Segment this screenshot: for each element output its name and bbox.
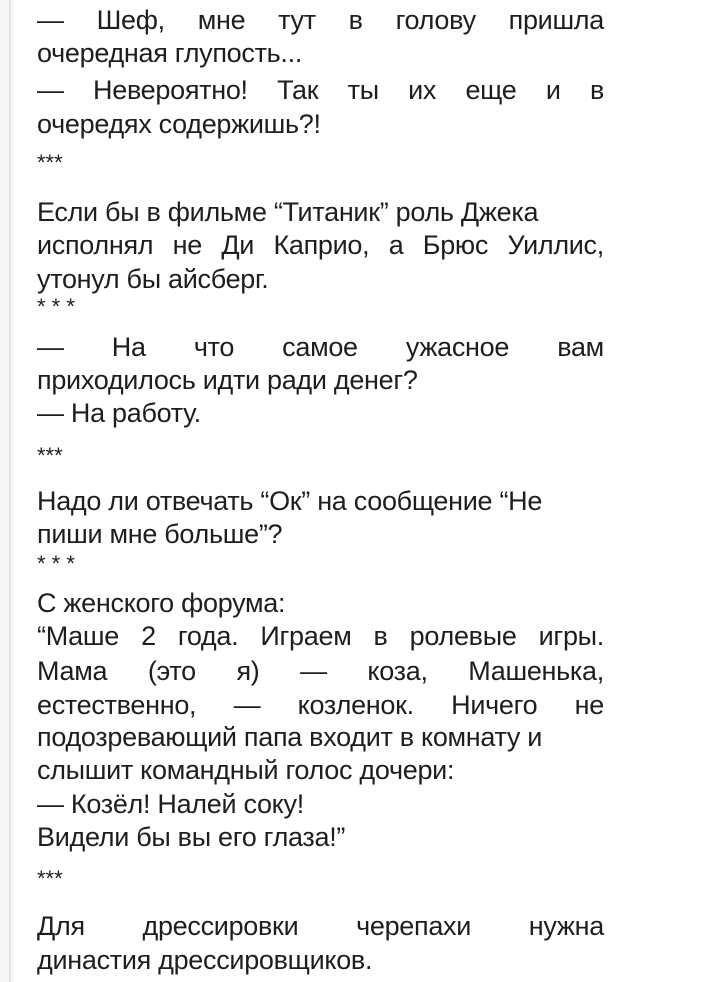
word: Машенька, [468, 656, 604, 686]
word: игры. [538, 621, 604, 651]
word: пришла [508, 5, 604, 35]
word: ужасное [405, 332, 510, 362]
text-line: слышит командный голос дочери: [37, 755, 455, 785]
word: в [589, 75, 604, 105]
word: вам [557, 332, 604, 362]
word: (это [147, 656, 196, 686]
word: их [408, 75, 437, 105]
word: козленок. [297, 690, 414, 720]
word: — [37, 332, 64, 362]
word: естественно, [37, 690, 197, 720]
text-line: Видели бы вы его глаза!” [37, 822, 346, 852]
word: ты [347, 75, 379, 105]
text-line: династия дрессировщиков. [37, 945, 373, 975]
separator-stars: * * * [37, 551, 75, 576]
word: 2 [141, 621, 156, 651]
separator-stars: *** [37, 866, 63, 891]
text-line: утонул бы айсберг. [37, 264, 269, 294]
word: нужна [528, 911, 604, 941]
word: голову [395, 5, 476, 35]
word: не [574, 690, 604, 720]
word: в [373, 621, 388, 651]
text-line [37, 689, 604, 721]
text-line: очередная глупость... [37, 38, 303, 68]
word: — [233, 690, 261, 720]
text-line: — На работу. [37, 398, 201, 428]
text-line: — Козёл! Налей соку! [37, 789, 304, 819]
text-line: Надо ли отвечать “Ок” на сообщение “Не [37, 486, 543, 516]
word: Шеф, [96, 5, 165, 35]
word: исполнял [37, 230, 154, 260]
word: самое [282, 332, 358, 362]
word: Играем [260, 621, 352, 651]
word: Ничего [451, 690, 538, 720]
word: тут [278, 5, 316, 35]
word: — [37, 75, 64, 105]
word: еще [465, 75, 517, 105]
word: Ди [221, 230, 255, 260]
text-line: Если бы в фильме “Титаник” роль Джека [37, 197, 539, 227]
separator-stars: *** [37, 443, 63, 468]
word: — [300, 656, 327, 686]
word: коза, [367, 656, 428, 686]
word: а [388, 230, 404, 260]
word: Мама [37, 656, 108, 686]
text-line: подозревающий папа входит в комнату и [37, 722, 543, 752]
word: не [172, 230, 202, 260]
separator-stars: *** [37, 150, 63, 175]
text-line: приходилось идти ради денег? [37, 365, 418, 395]
word: Брюс [422, 230, 489, 260]
text-line [37, 4, 604, 36]
word: дрессировки [142, 911, 299, 941]
word: Каприо, [273, 230, 370, 260]
text-line [37, 655, 604, 687]
text-line: С женского форума: [37, 588, 286, 618]
word: я) [236, 656, 260, 686]
word: что [193, 332, 235, 362]
word: года. [177, 621, 239, 651]
word: — [37, 5, 64, 35]
word: На [111, 332, 146, 362]
text-line [37, 620, 604, 652]
separator-stars: * * * [37, 294, 75, 319]
word: и [545, 75, 561, 105]
word: ролевые [409, 621, 517, 651]
word: мне [197, 5, 246, 35]
text-line [37, 229, 604, 261]
text-line: очередях содержишь?! [37, 109, 321, 139]
word: “Маше [37, 621, 119, 651]
text-line [37, 331, 604, 363]
left-edge-divider [9, 0, 11, 982]
word: Невероятно! [93, 75, 248, 105]
word: черепахи [356, 911, 472, 941]
word: Так [277, 75, 319, 105]
text-line [37, 910, 604, 942]
word: Для [37, 911, 85, 941]
word: Уиллис, [507, 230, 604, 260]
text-line [37, 74, 604, 106]
word: в [348, 5, 363, 35]
text-line: пиши мне больше”? [37, 519, 283, 549]
